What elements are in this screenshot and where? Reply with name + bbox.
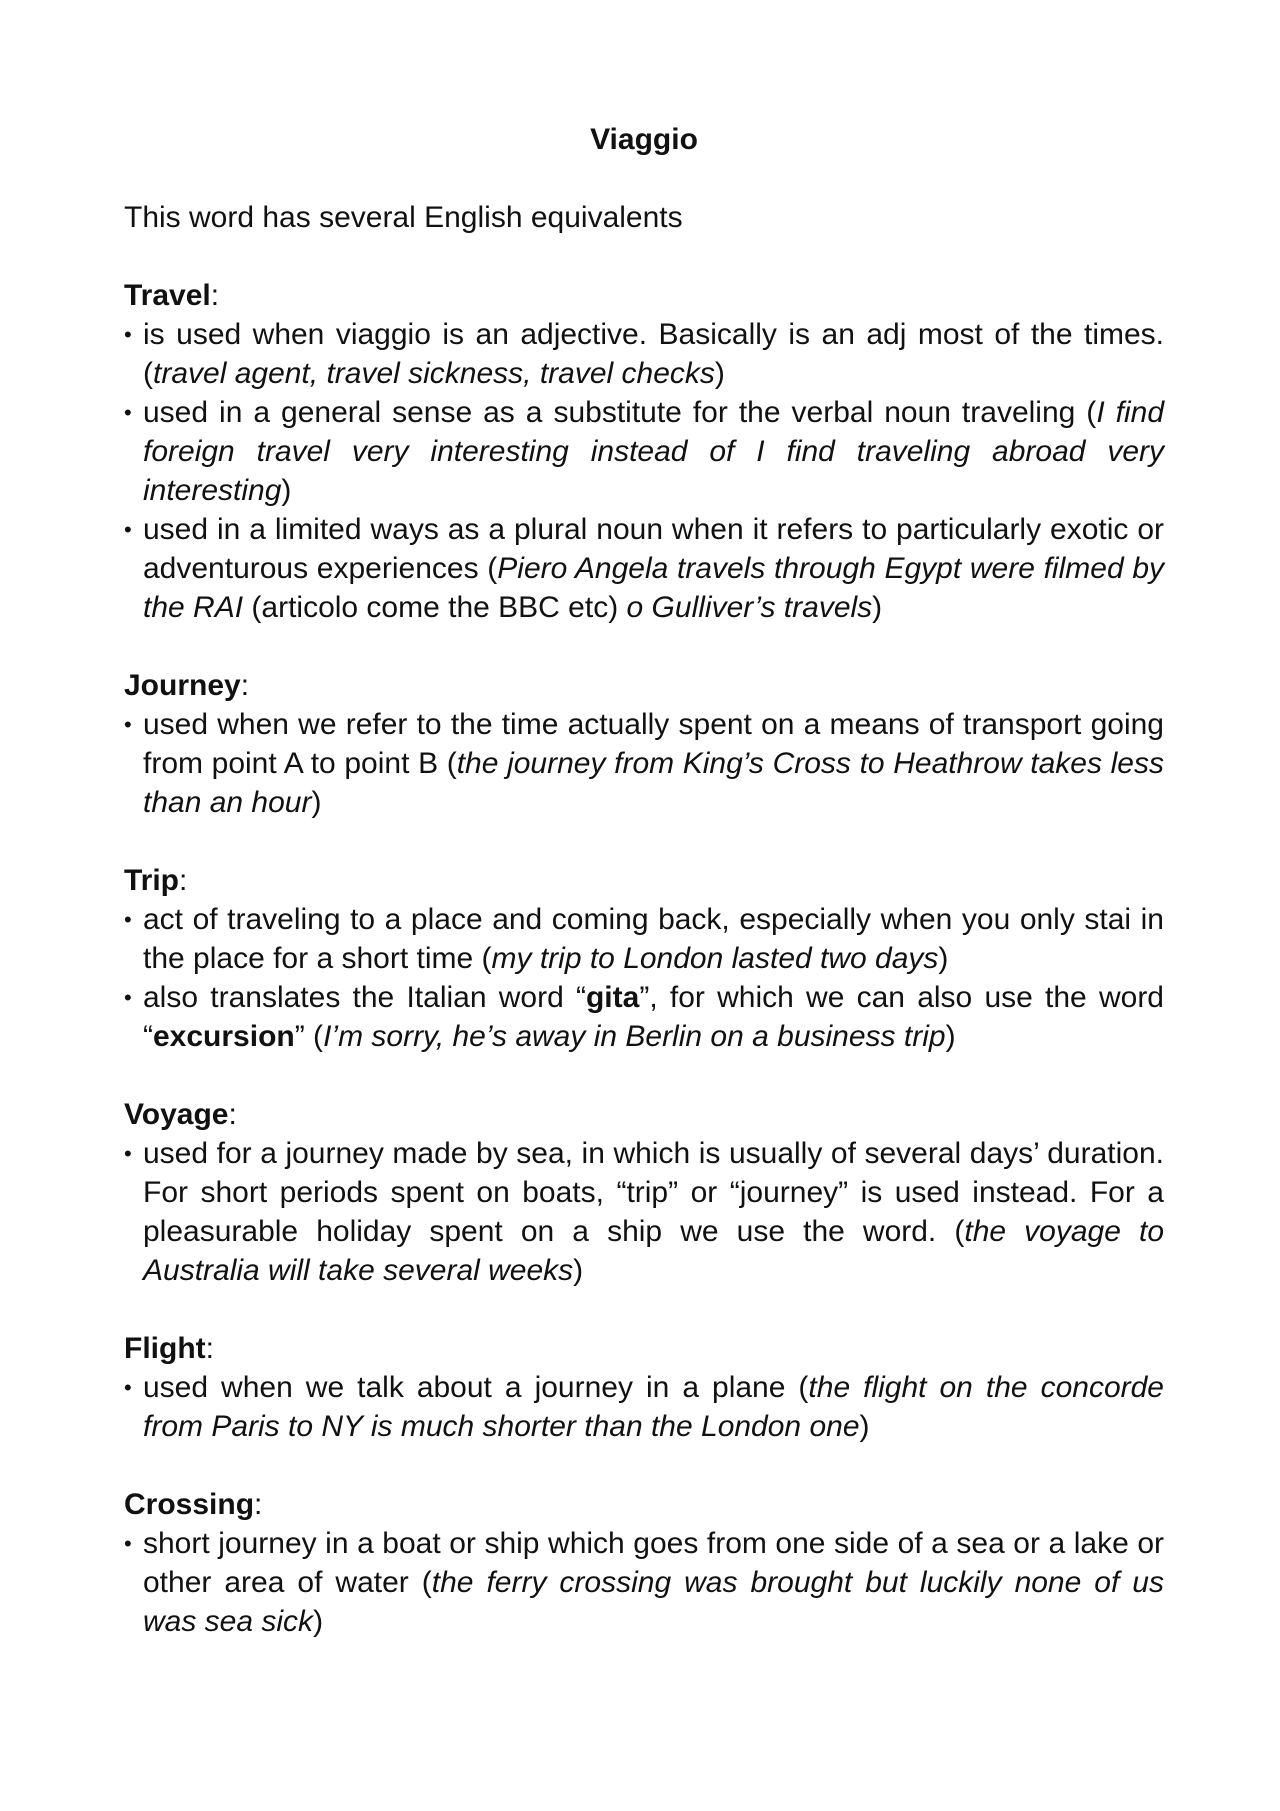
section-term-colon: : (205, 1332, 214, 1365)
bullet-item (124, 393, 1164, 510)
definition-text: used when we refer to the time actually spent on a means of transport going from point A to point B ( (143, 708, 1164, 780)
section-term-colon: : (228, 1098, 237, 1131)
example-text: the flight on the concorde from Paris to NY is much shorter than the London one (143, 1371, 1164, 1443)
section-crossing (124, 1485, 1164, 1641)
definition-text: act of traveling to a place and coming back, especially when you only stai in the place for a short time ( (143, 903, 1164, 975)
definition-text: ) (938, 942, 949, 975)
bullet-list (124, 705, 1164, 822)
document-title: Viaggio (590, 123, 698, 156)
bullet-item (124, 978, 1164, 1056)
bullet-item (124, 705, 1164, 822)
bullet-list (124, 1368, 1164, 1446)
section-term: Crossing (124, 1488, 255, 1521)
example-text: the ferry crossing was brought but luckily none of us was sea sick (143, 1566, 1164, 1638)
section-heading (124, 861, 1164, 900)
definition-text: ) (313, 1605, 324, 1638)
bullet-list (124, 900, 1164, 1056)
section-term-colon: : (240, 669, 250, 702)
definition-text: ) (573, 1254, 584, 1287)
definition-text: ) (311, 786, 322, 819)
bullet-item (124, 1368, 1164, 1446)
section-term: Voyage (124, 1098, 229, 1131)
definition-text: is used when viaggio is an adjective. Basically is an adj most of the times. ( (143, 318, 1164, 390)
definition-text: ) (872, 591, 883, 624)
section-term: Flight (124, 1332, 206, 1365)
bullet-list (124, 1134, 1164, 1290)
section-heading (124, 1485, 1164, 1524)
emphasis-word: gita (585, 981, 640, 1014)
definition-text: ) (281, 474, 292, 507)
section-term: Travel (124, 279, 211, 312)
definition-text: used in a limited ways as a plural noun when it refers to particularly exotic or adventurous experiences ( (143, 513, 1164, 585)
definition-text: short journey in a boat or ship which goes from one side of a sea or a lake or other area of water ( (143, 1527, 1164, 1599)
bullet-list (124, 1524, 1164, 1641)
definition-text: (articolo come the BBC etc) (243, 591, 627, 624)
definition-text: ) (859, 1410, 870, 1443)
example-text: my trip to London lasted two days (491, 942, 939, 975)
section-term: Journey (124, 669, 241, 702)
definition-text: ) (714, 357, 725, 390)
section-journey (124, 666, 1164, 822)
section-term: Trip (124, 864, 180, 897)
section-trip (124, 861, 1164, 1056)
example-text: the voyage to Australia will take several weeks (143, 1215, 1165, 1287)
section-heading (124, 1095, 1164, 1134)
section-heading (124, 276, 1164, 315)
section-term-colon: : (254, 1488, 263, 1521)
bullet-item (124, 900, 1164, 978)
example-text: I’m sorry, he’s away in Berlin on a business trip (323, 1020, 946, 1053)
section-heading (124, 666, 1164, 705)
section-travel (124, 276, 1164, 627)
emphasis-word: excursion (153, 1020, 295, 1053)
bullet-item (124, 1524, 1164, 1641)
definition-text: ”, for which we can also use the word “ (143, 981, 1164, 1053)
example-text: Piero Angela travels through Egypt were filmed by the RAI (143, 552, 1165, 624)
bullet-item (124, 1134, 1164, 1290)
definition-text: also translates the Italian word “ (143, 981, 586, 1014)
section-term-colon: : (210, 279, 220, 312)
example-text: the journey from King’s Cross to Heathrow takes less than an hour (143, 747, 1164, 819)
definition-text: used for a journey made by sea, in which is usually of several days’ duration. For short periods spent on boats, “trip” or “journey” is used instead. For a pleasurable holiday spent on a ship we use the word. ( (143, 1137, 1164, 1248)
section-voyage (124, 1095, 1164, 1290)
section-heading (124, 1329, 1164, 1368)
definition-text: ” ( (294, 1020, 324, 1053)
section-flight (124, 1329, 1164, 1446)
section-term-colon: : (179, 864, 188, 897)
document-page (124, 120, 1164, 1680)
example-text: o Gulliver’s travels (626, 591, 873, 624)
example-text: travel agent, travel sickness, travel checks (153, 357, 715, 390)
example-text: I find foreign travel very interesting instead of I find traveling abroad very interesting (143, 396, 1164, 507)
bullet-item (124, 510, 1164, 627)
definition-text: used in a general sense as a substitute for the verbal noun traveling ( (143, 396, 1097, 429)
bullet-item (124, 315, 1164, 393)
definition-text: ) (945, 1020, 956, 1053)
intro-text: This word has several English equivalents (124, 201, 683, 234)
sections-container (124, 276, 1164, 1641)
bullet-list (124, 315, 1164, 627)
definition-text: used when we talk about a journey in a plane ( (143, 1371, 809, 1404)
